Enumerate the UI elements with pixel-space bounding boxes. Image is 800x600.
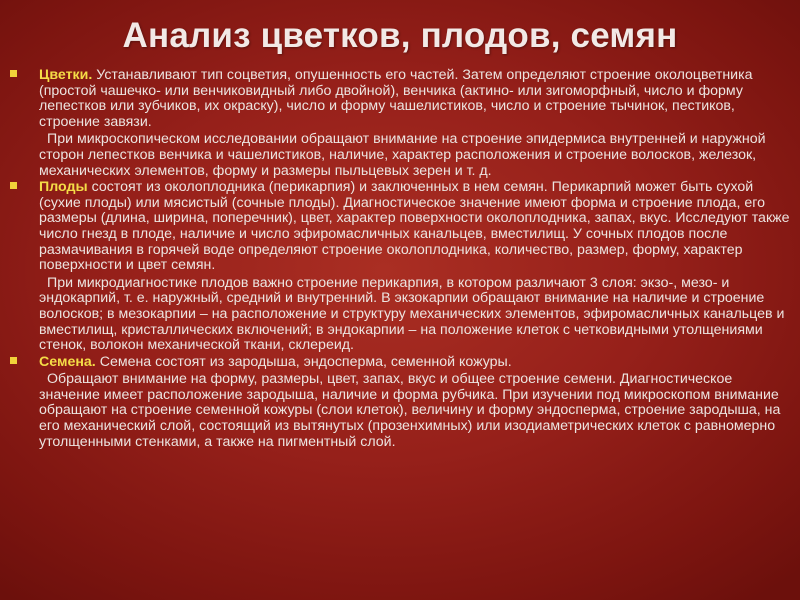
section-text-fruits: состоят из околоплодника (перикарпия) и заключенных в нем семян. Перикарпий может быть сухой (сухие плоды) или мясистый (сочные плоды). Диагностическое значение имеют форма и строение плода, его размеры (длина, ширина, поперечник), цвет, характер поверхности околоплодника, запах, вкус. Исследуют также число гнезд в плоде, наличие и число эфиромасличных канальцев, вместилищ. У сочных плодов после размачивания в горячей воде определяют строение околоплодника, количество, размер, форму, характер поверхности и цвет семян. — [39, 179, 790, 274]
paragraph-seeds-analysis: Обращают внимание на форму, размеры, цвет, запах, вкус и общее строение семени. Диагностическое значение имеет расположение зародыша, наличие и форма рубчика. При изучении под микроскопом внимание обращают на строение семенной кожуры (слои клеток), величину и форму эндосперма, строение зародыша, на его механический слой, состоящий из вытянутых (прозенхимных) или изодиаметрических клеток с равномерно утолщенными стенками, а также на пигментный слой. — [39, 371, 781, 450]
section-text-flowers: Устанавливают тип соцветия, опушенность его частей. Затем определяют строение околоцветника (простой чашечко- или венчиковидный либо двойной), венчика (актино- или зигоморфный, число и форму лепестков или зубчиков, их окраску), число и форму чашелистиков, число и строение тычинок, пестиков, строение завязи. — [39, 67, 753, 130]
slide-body — [10, 68, 792, 451]
section-flowers — [10, 68, 792, 130]
slide-title: Анализ цветков, плодов, семян — [122, 16, 678, 55]
square-bullet-icon — [10, 70, 17, 77]
section-seeds — [10, 355, 792, 371]
section-text-seeds: Семена состоят из зародыша, эндосперма, семенной кожуры. — [95, 353, 512, 370]
paragraph-fruits-microdiagnostics: При микродиагностике плодов важно строение перикарпия, в котором различают 3 слоя: экзо-, мезо- и эндокарпий, т. е. наружный, средний и внутренний. В экзокарпии обращают внимание на наличие и строение волосков; в мезокарпии – на расположение и структуру механических элементов, эфиромасличных канальцев и вместилищ, кристаллических включений; в эндокарпии – на положение клеток с четковидными утолщениями стенок, волокон механической ткани, склереид. — [39, 274, 785, 354]
paragraph-flowers-microscopy: При микроскопическом исследовании обращают внимание на строение эпидермиса внутренней и наружной сторон лепестков венчика и чашелистиков, наличие, характер расположения и строение волосков, железок, механических элементов, форму и размеры пыльцевых зерен и т. д. — [39, 131, 766, 179]
square-bullet-icon — [10, 357, 17, 364]
section-heading-fruits: Плоды — [39, 179, 88, 196]
section-heading-flowers: Цветки. — [39, 67, 93, 83]
section-heading-seeds: Семена. — [39, 353, 96, 370]
square-bullet-icon — [10, 182, 17, 189]
section-fruits — [10, 180, 792, 274]
